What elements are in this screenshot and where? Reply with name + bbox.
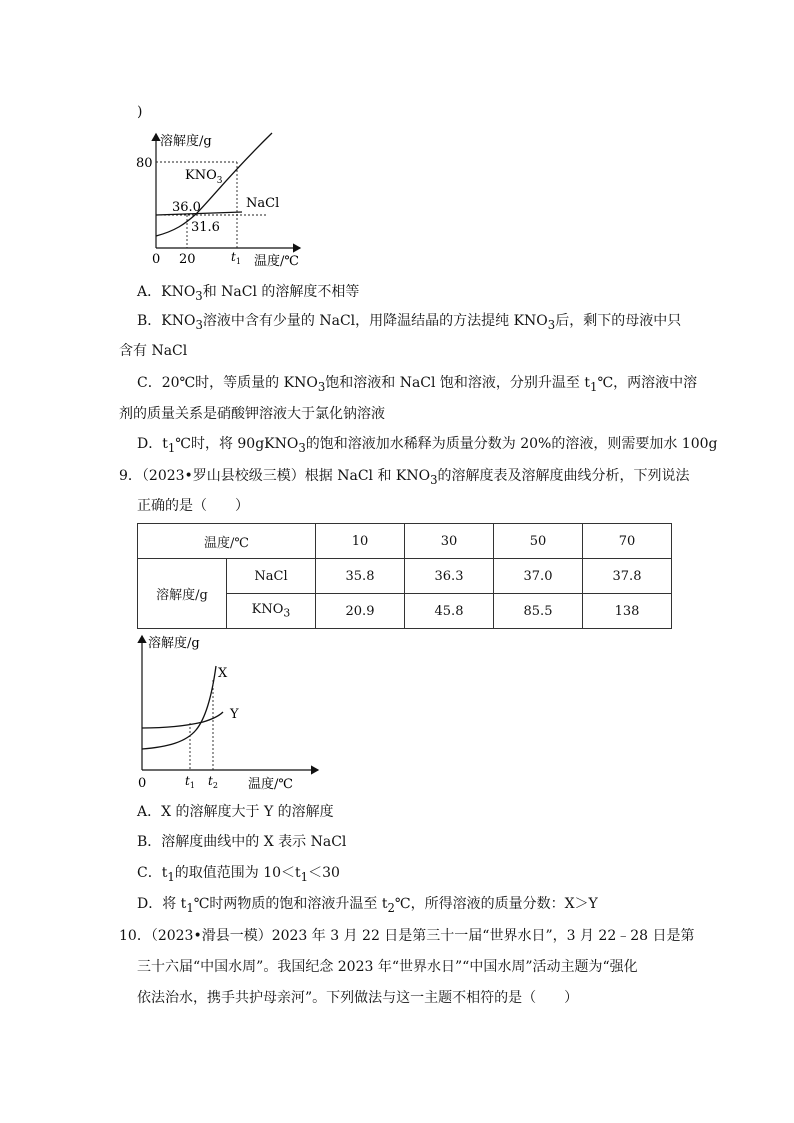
- q9-series-x-label: X: [218, 666, 228, 681]
- q8-x-axis-label: 温度/℃: [254, 254, 299, 269]
- table-cell: 138: [583, 594, 672, 629]
- table-cell: 85.5: [494, 594, 583, 629]
- q10-stem-line2: 三十六届“中国水周”。我国纪念 2023 年“世界水日”“中国水周”活动主题为“强化: [137, 959, 638, 975]
- q9-x-tick-t2: $t_2$: [208, 774, 218, 790]
- q9-series-y-label: Y: [230, 707, 239, 722]
- table-header-temperature: 温度/℃: [138, 524, 316, 559]
- q10-stem-line1: 10．（2023•滑县一模）2023 年 3 月 22 日是第三十一届“世界水日”，3 月 22﹣28 日是第: [119, 928, 695, 944]
- q9-stem-line1: 9．（2023•罗山县校级三模）根据 NaCl 和 $KNO_3$的溶解度表及溶解度曲线分析，下列说法: [119, 468, 690, 487]
- table-cell: 70: [583, 524, 672, 559]
- q8-option-c: C．20℃时，等质量的 $KNO_3$饱和溶液和 NaCl 饱和溶液，分别升温至 $t_1℃$，两溶液中溶: [137, 375, 698, 394]
- q9-solubility-chart: [128, 630, 328, 796]
- q9-x-tick-0: 0: [138, 776, 147, 791]
- q8-option-b-cont: 含有 NaCl: [119, 343, 188, 359]
- table-row: [138, 524, 672, 559]
- q9-solubility-table: [137, 523, 672, 629]
- question-8-closing-paren: ): [137, 104, 143, 120]
- q9-x-tick-t1: $t_1$: [185, 774, 195, 790]
- q9-x-axis-label: 温度/℃: [248, 777, 293, 792]
- q8-solubility-chart: [130, 128, 310, 270]
- table-cell: 35.8: [316, 559, 405, 594]
- table-row: [138, 559, 672, 594]
- table-cell: 20.9: [316, 594, 405, 629]
- table-row-group-solubility: 溶解度/g: [138, 559, 227, 629]
- q9-option-d: D．将 $t_1℃$时两物质的饱和溶液升温至 $t_2℃$，所得溶液的质量分数：X＞Y: [137, 896, 598, 915]
- q8-option-b: B．$KNO_3$溶液中含有少量的 NaCl，用降温结晶的方法提纯 $KNO_3$后，剩下的母液中只: [137, 313, 682, 332]
- q10-stem-line3: 依法治水，携手共护母亲河”。下列做法与这一主题不相符的是（ ）: [137, 990, 579, 1006]
- q8-option-c-cont: 剂的质量关系是硝酸钾溶液大于氯化钠溶液: [119, 406, 385, 422]
- table-row-label-kno3: $KNO_3$: [227, 594, 316, 629]
- q9-option-b: B．溶解度曲线中的 X 表示 NaCl: [137, 834, 347, 850]
- q8-y-tick-80: 80: [136, 156, 153, 171]
- q9-option-a: A．X 的溶解度大于 Y 的溶解度: [137, 804, 334, 820]
- table-cell: 50: [494, 524, 583, 559]
- q8-annotation-36: 36.0: [172, 200, 201, 215]
- q8-x-tick-0: 0: [152, 252, 161, 267]
- q9-stem-line2: 正确的是（ ）: [137, 498, 249, 514]
- q8-x-tick-20: 20: [179, 252, 196, 267]
- table-cell: 10: [316, 524, 405, 559]
- table-cell: 37.8: [583, 559, 672, 594]
- q8-x-tick-t1: $t_1$: [231, 250, 241, 266]
- q8-y-axis-label: 溶解度/g: [160, 134, 212, 149]
- q9-y-axis-label: 溶解度/g: [148, 636, 200, 651]
- q9-y-curve: [142, 712, 223, 728]
- table-row-label-nacl: NaCl: [227, 559, 316, 594]
- table-cell: 36.3: [405, 559, 494, 594]
- q8-option-a: A．$KNO_3$和 NaCl 的溶解度不相等: [137, 284, 360, 303]
- q9-x-curve: [142, 666, 216, 749]
- table-cell: 45.8: [405, 594, 494, 629]
- q8-option-d: D．$t_1℃$时，将 90gKNO$_3$的饱和溶液加水稀释为质量分数为 20%的溶液，则需要加水 100g: [137, 436, 718, 455]
- q8-annotation-31-6: 31.6: [191, 220, 220, 235]
- table-cell: 37.0: [494, 559, 583, 594]
- q8-nacl-label: NaCl: [246, 196, 280, 211]
- q9-option-c: C．$t_1$的取值范围为 $10<t_1<30$: [137, 865, 340, 884]
- table-cell: 30: [405, 524, 494, 559]
- q8-kno3-label: $KNO_3$: [185, 168, 223, 186]
